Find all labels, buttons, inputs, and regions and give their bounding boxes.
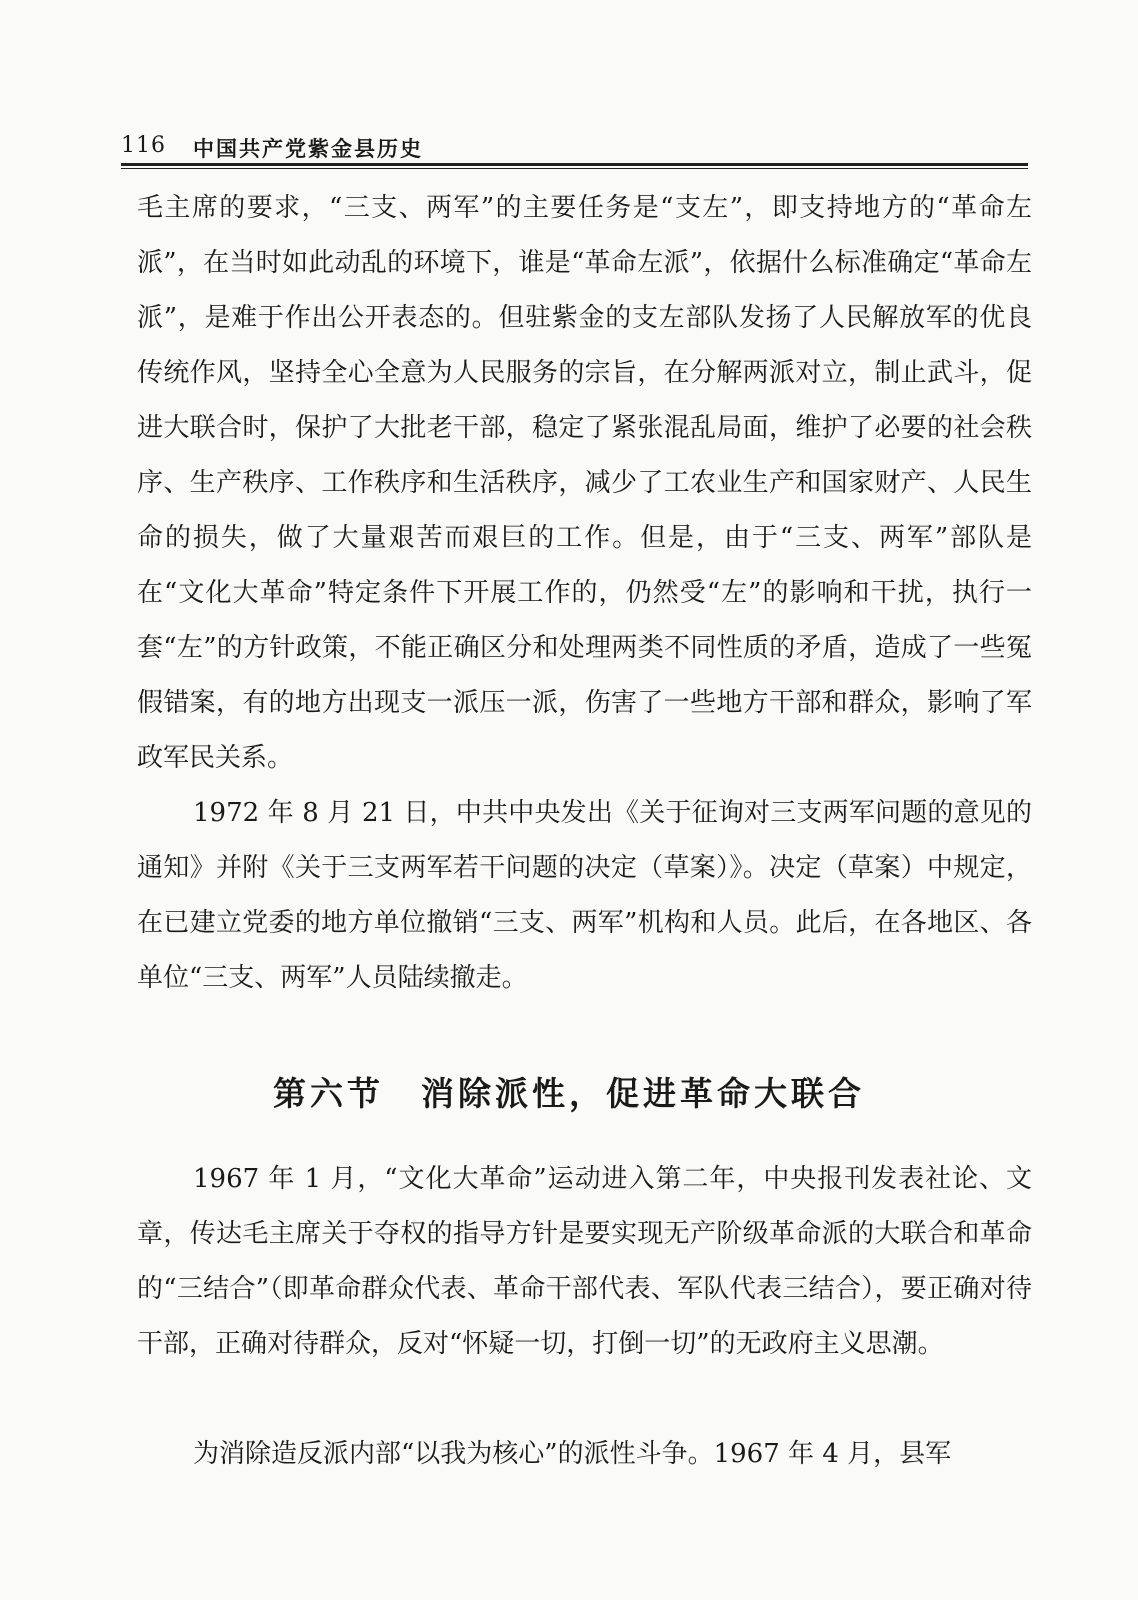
header-rule-thick — [121, 163, 1028, 166]
running-title: 中国共产党紫金县历史 — [193, 137, 423, 161]
page-header — [121, 133, 1031, 163]
header-rule-thin — [121, 168, 1028, 169]
paragraph-continued: 毛主席的要求，“三支、两军”的主要任务是“支左”，即支持地方的“革命左派”，在当时如此动乱的环境下，谁是“革命左派”，依据什么标准确定“革命左派”，是难于作出公开表态的。但驻紫金的支左部队发扬了人民解放军的优良传统作风，坚持全心全意为人民服务的宗旨，在分解两派对立，制止武斗，促进大联合时，保护了大批老干部，稳定了紧张混乱局面，维护了必要的社会秩序、生产秩序、工作秩序和生活秩序，减少了工农业生产和国家财产、人民生命的损失，做了大量艰苦而艰巨的工作。但是，由于“三支、两军”部队是在“文化大革命”特定条件下开展工作的，仍然受“左”的影响和干扰，执行一套“左”的方针政策，不能正确区分和处理两类不同性质的矛盾，造成了一些冤假错案，有的地方出现支一派压一派，伤害了一些地方干部和群众，影响了军政军民关系。 — [137, 193, 1032, 773]
paragraph-1967-april: 为消除造反派内部“以我为核心”的派性斗争。1967 年 4 月，县军 — [193, 1439, 952, 1469]
paragraph-1967-january: 1967 年 1 月，“文化大革命”运动进入第二年，中央报刊发表社论、文章，传达毛主席关于夺权的指导方针是要实现无产阶级革命派的大联合和革命的“三结合”（即革命群众代表、革命干部代表、军队代表三结合），要正确对待干部，正确对待群众，反对“怀疑一切，打倒一切”的无政府主义思潮。 — [137, 1164, 1032, 1359]
page-number: 116 — [121, 133, 166, 158]
section-heading: 第六节 消除派性，促进革命大联合 — [273, 1074, 865, 1113]
paragraph-1972-notice: 1972 年 8 月 21 日，中共中央发出《关于征询对三支两军问题的意见的通知》并附《关于三支两军若干问题的决定（草案）》。决定（草案）中规定，在已建立党委的地方单位撤销“三支、两军”机构和人员。此后，在各地区、各单位“三支、两军”人员陆续撤走。 — [137, 798, 1032, 993]
